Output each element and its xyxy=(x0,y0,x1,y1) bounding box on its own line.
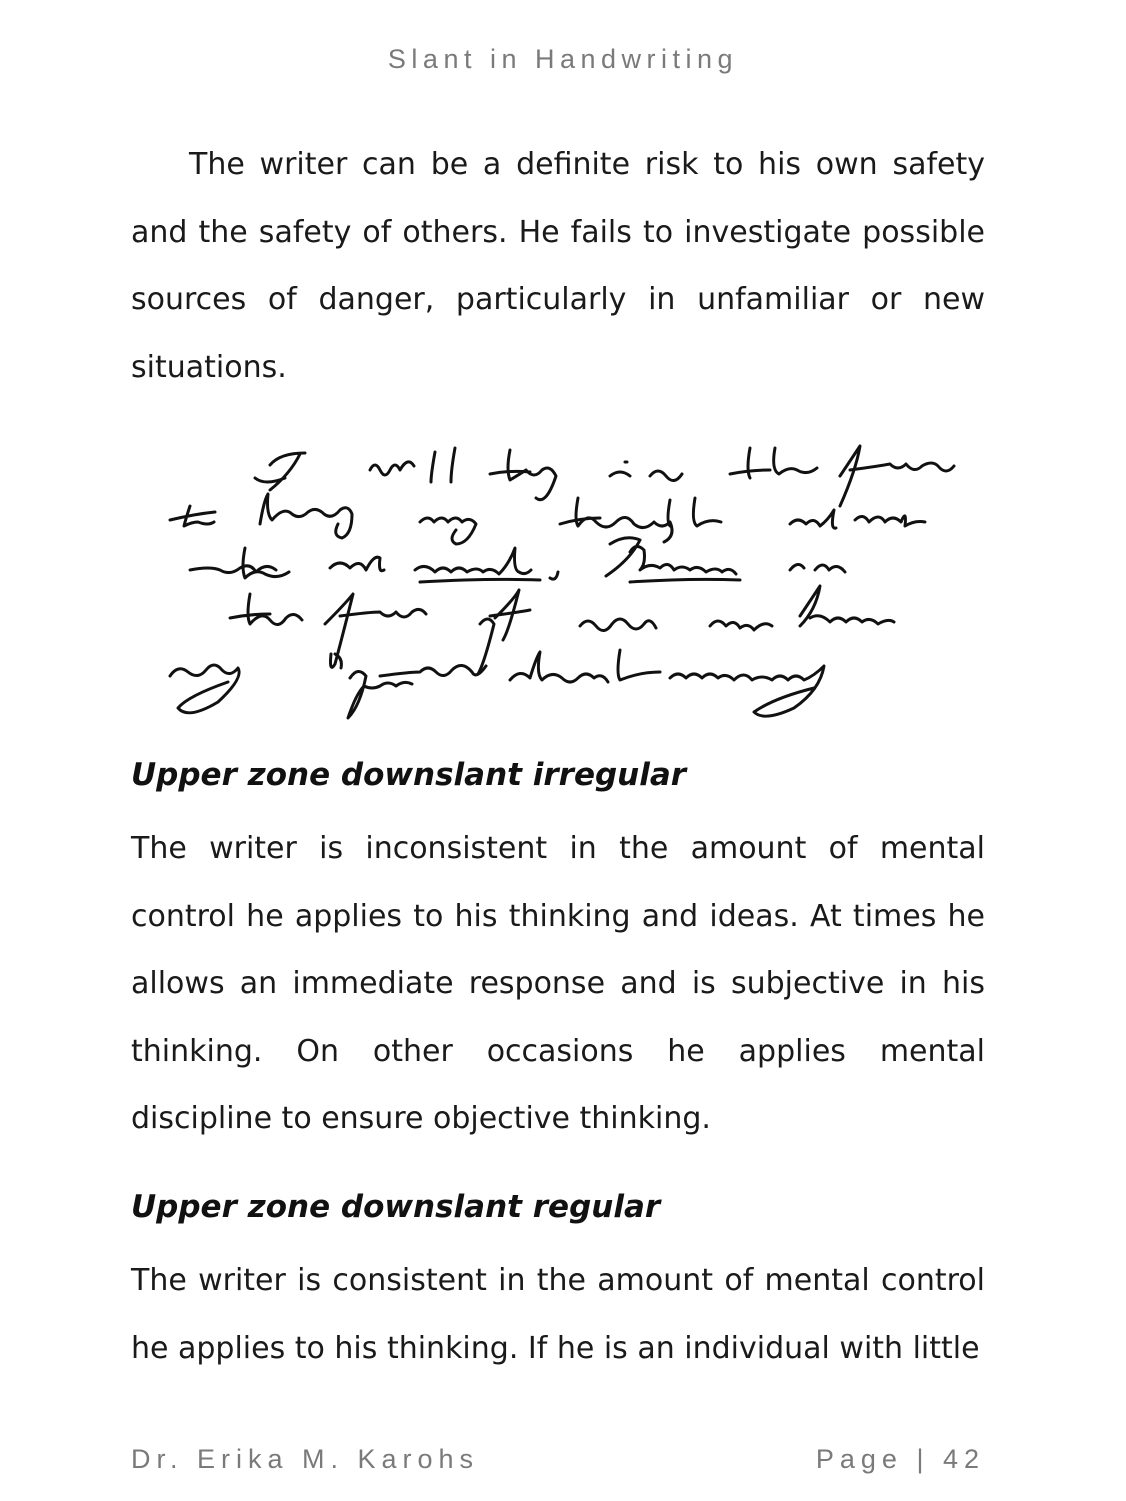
footer-page-number: Page | 42 xyxy=(815,1444,985,1474)
running-header-title: Slant in Handwriting xyxy=(387,44,739,74)
body-paragraph-3: The writer is consistent in the amount of mental control he applies to his thinking. If he is an individual with little xyxy=(131,1263,985,1366)
body-paragraph-1: The writer can be a definite risk to his own safety and the safety of others. He fails to investigate possible sources of danger, particularly in unfamiliar or new situations. xyxy=(131,147,985,385)
footer-author: Dr. Erika M. Karohs xyxy=(131,1444,480,1474)
section-heading-upper-zone-downslant-regular: Upper zone downslant regular xyxy=(131,1189,661,1225)
body-paragraph-2: The writer is inconsistent in the amount of mental control he applies to his thinking and ideas. At times he allows an immediate response and is subjective in his thinking. On other occasions he applies mental discipline to ensure objective thinking. xyxy=(131,831,985,1136)
handwriting-sample-image xyxy=(150,440,980,720)
section-heading-upper-zone-downslant-irregular: Upper zone downslant irregular xyxy=(131,757,687,793)
